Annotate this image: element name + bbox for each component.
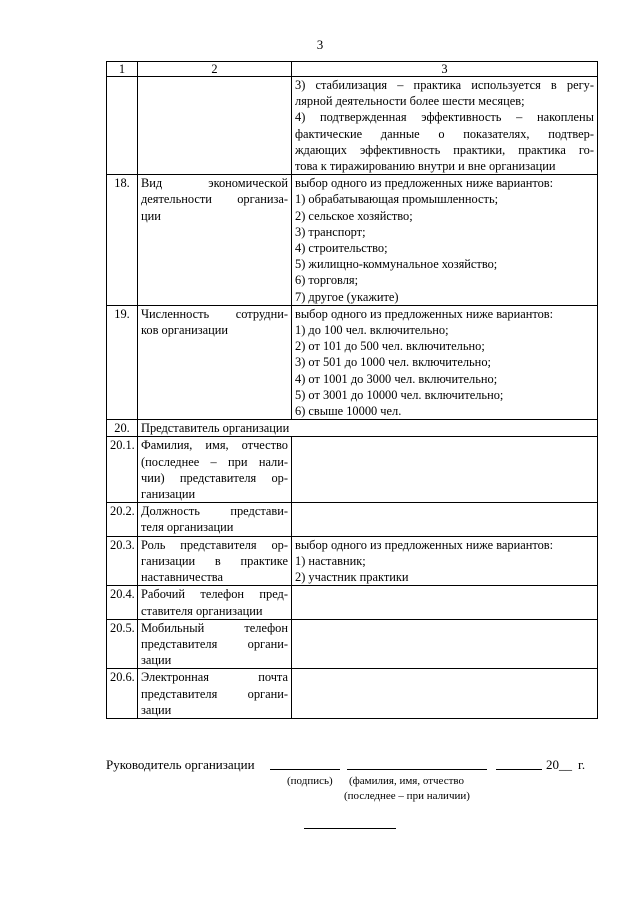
table-row-20-1 <box>107 437 598 503</box>
field-value[interactable] <box>292 586 598 619</box>
row-number: 20.2. <box>107 503 138 536</box>
form-table <box>106 61 598 719</box>
row-number: 20.6. <box>107 669 138 719</box>
row-number: 18. <box>107 175 138 306</box>
caption-signature: (подпись) <box>287 775 333 787</box>
caption-name-2: (последнее – при наличии) <box>344 790 470 802</box>
date-line[interactable] <box>496 757 542 774</box>
cell-line: ждающих эффективность практики, практика го- <box>295 142 594 157</box>
cell-line: 3) стабилизация – практика используется в регу- <box>295 78 594 92</box>
field-label: Фамилия, имя, отчество (последнее – при нали- чии) представителя ор- ганизации <box>138 437 292 503</box>
field-label: Роль представителя ор- ганизации в практике наставничества <box>138 536 292 586</box>
field-label: Вид экономической деятельности организа- ции <box>138 175 292 306</box>
signature-label: Руководитель организации <box>106 757 255 772</box>
caption-name-1: (фамилия, имя, отчество <box>349 775 465 787</box>
section-title: Представитель организации <box>138 420 598 437</box>
row-number: 20.4. <box>107 586 138 619</box>
row-number: 20.5. <box>107 619 138 669</box>
field-value[interactable] <box>292 669 598 719</box>
table-row-20-2 <box>107 503 598 536</box>
field-value[interactable] <box>292 503 598 536</box>
row-number: 20.1. <box>107 437 138 503</box>
field-options: выбор одного из предложенных ниже вариантов: 1) наставник; 2) участник практики <box>292 536 598 586</box>
field-label: Рабочий телефон пред- ставителя организации <box>138 586 292 619</box>
continuation-text <box>292 77 598 175</box>
table-row-20-5 <box>107 619 598 669</box>
name-line[interactable] <box>347 757 487 774</box>
signature-line[interactable] <box>270 757 340 774</box>
year-field: 20__ <box>546 757 572 772</box>
cell-line: лярной деятельности более шести месяцев; <box>295 94 525 109</box>
row-number: 19. <box>107 305 138 419</box>
table-row-18 <box>107 175 598 306</box>
table-row-20-3 <box>107 536 598 586</box>
table-row-continuation <box>107 77 598 175</box>
header-row <box>107 62 598 77</box>
header-col-3: 3 <box>292 62 598 77</box>
signature-block <box>106 757 597 775</box>
field-label: Численность сотрудни- ков организации <box>138 305 292 419</box>
table-row-20 <box>107 420 598 437</box>
cell-line: фактические данные о показателях, подтвер- <box>295 126 594 141</box>
field-options: выбор одного из предложенных ниже вариантов: 1) обрабатывающая промышленность; 2) сельское хозяйство; 3) транспорт; 4) строительство; 5) жилищно-коммунальное хозяйство; 6) торговля; 7) другое (укажите) <box>292 175 598 306</box>
header-col-2: 2 <box>138 62 292 77</box>
header-col-1: 1 <box>107 62 138 77</box>
cell-line: 4) подтвержденная эффективность – накоплены <box>295 110 594 125</box>
field-value[interactable] <box>292 619 598 669</box>
table-row-20-6 <box>107 669 598 719</box>
field-options: выбор одного из предложенных ниже вариантов: 1) до 100 чел. включительно; 2) от 101 до 500 чел. включительно; 3) от 501 до 1000 чел. включительно; 4) от 1001 до 3000 чел. включительно; 5) от 3001 до 10000 чел. включительно; 6) свыше 10000 чел. <box>292 305 598 419</box>
footer-divider <box>304 828 396 829</box>
field-label: Должность представи- теля организации <box>138 503 292 536</box>
row-number: 20.3. <box>107 536 138 586</box>
year-suffix: г. <box>578 757 586 772</box>
field-value[interactable] <box>292 437 598 503</box>
table-row-20-4 <box>107 586 598 619</box>
field-label: Электронная почта представителя органи- зации <box>138 669 292 719</box>
page-number: 3 <box>316 37 324 52</box>
cell-line: това к тиражированию внутри и вне организации <box>295 159 556 174</box>
field-label: Мобильный телефон представителя органи- зации <box>138 619 292 669</box>
table-row-19 <box>107 305 598 419</box>
row-number: 20. <box>107 420 138 437</box>
